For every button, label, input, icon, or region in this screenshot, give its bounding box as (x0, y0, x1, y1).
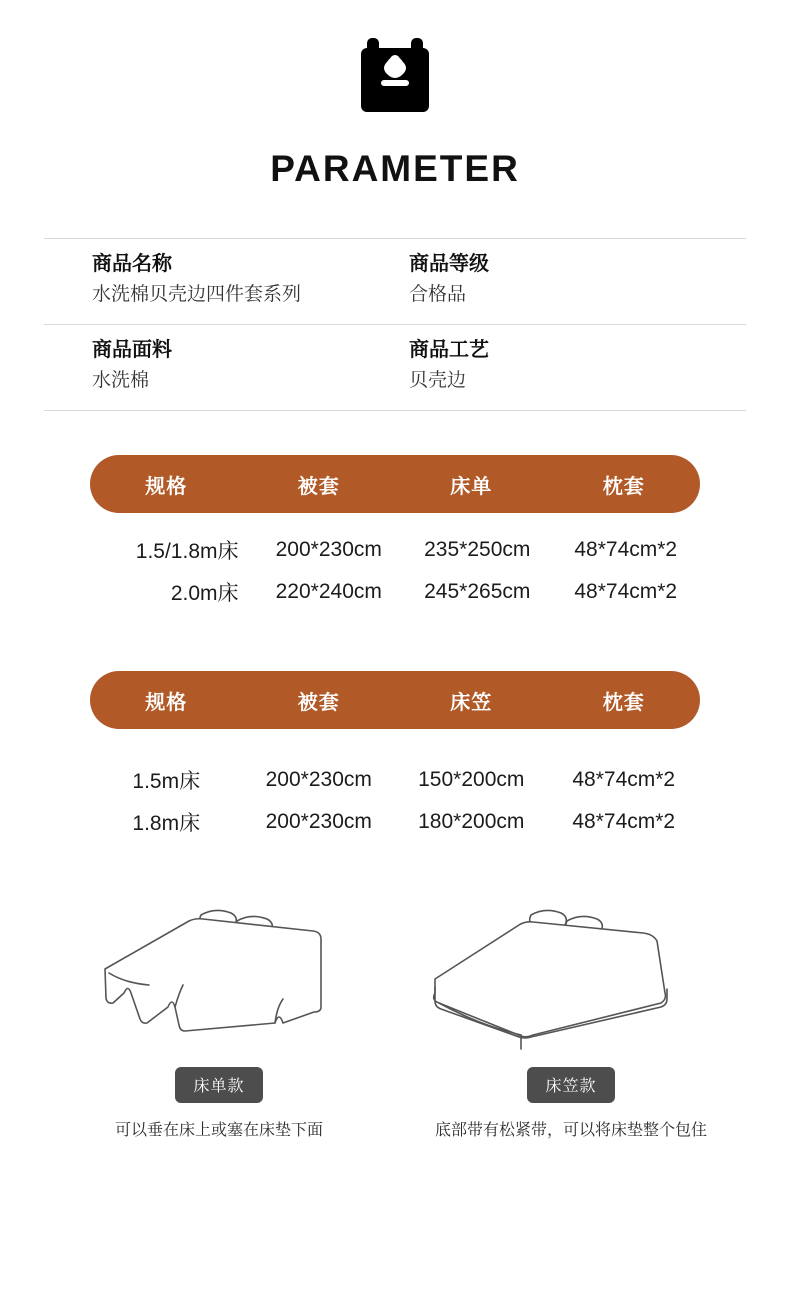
table-header-cell: 规格 (145, 691, 188, 714)
info-label: 商品工艺 (409, 339, 489, 361)
table-header-row (90, 455, 700, 513)
product-info-block (44, 238, 746, 411)
page-title: PARAMETER (270, 148, 520, 189)
table-cell: 180*200cm (418, 810, 525, 833)
table-cell: 220*240cm (275, 580, 382, 603)
table-cell: 1.5/1.8m床 (135, 540, 239, 563)
illustration-caption: 可以垂在床上或塞在床垫下面 (114, 1122, 323, 1139)
illustration-fitted-sheet (406, 897, 736, 1140)
table-header-cell: 被套 (297, 691, 340, 714)
illustration-caption: 底部带有松紧带，可以将床垫整个包住 (434, 1122, 707, 1139)
table-header-row (90, 671, 700, 729)
table-header-cell: 被套 (297, 475, 340, 498)
bed-icon (357, 34, 433, 126)
table-header-cell: 枕套 (602, 475, 645, 498)
info-value: 贝壳边 (409, 370, 467, 391)
info-value: 水洗棉 (92, 370, 150, 391)
table-body (90, 759, 700, 843)
table-cell: 200*230cm (275, 538, 382, 561)
status-badge: 床笠款 (527, 1067, 614, 1103)
info-cell-craft (395, 335, 746, 396)
table-row (90, 801, 700, 843)
info-row (44, 238, 746, 325)
table-cell: 1.5m床 (132, 770, 201, 793)
table-row (90, 529, 700, 571)
info-row (44, 325, 746, 411)
table-cell: 245*265cm (424, 580, 531, 603)
table-cell: 48*74cm*2 (574, 580, 678, 603)
info-cell-fabric (44, 335, 395, 396)
table-cell: 48*74cm*2 (572, 810, 676, 833)
table-row (90, 759, 700, 801)
info-value: 水洗棉贝壳边四件套系列 (92, 284, 302, 305)
table-header-cell: 床笠 (450, 691, 493, 714)
info-value: 合格品 (409, 284, 467, 305)
table-body (90, 529, 700, 613)
illustration-section (0, 897, 790, 1140)
info-cell-name (44, 249, 395, 310)
size-table-flat-sheet (90, 455, 700, 613)
flat-sheet-bed-illustration (69, 897, 369, 1057)
table-header-cell: 规格 (145, 475, 188, 498)
table-header-cell: 床单 (450, 475, 493, 498)
table-cell: 48*74cm*2 (574, 538, 678, 561)
table-cell: 200*230cm (265, 768, 372, 791)
info-label: 商品面料 (92, 339, 172, 361)
table-row (90, 571, 700, 613)
info-label: 商品名称 (92, 253, 172, 275)
info-label: 商品等级 (409, 253, 489, 275)
table-header-cell: 枕套 (602, 691, 645, 714)
table-cell: 48*74cm*2 (572, 768, 676, 791)
table-cell: 200*230cm (265, 810, 372, 833)
fitted-sheet-bed-illustration (421, 897, 721, 1057)
status-badge: 床单款 (175, 1067, 262, 1103)
table-cell: 150*200cm (418, 768, 525, 791)
info-cell-grade (395, 249, 746, 310)
table-cell: 235*250cm (424, 538, 531, 561)
illustration-flat-sheet (54, 897, 384, 1140)
size-table-fitted-sheet (90, 671, 700, 843)
table-cell: 1.8m床 (132, 812, 201, 835)
table-cell: 2.0m床 (170, 582, 239, 605)
page-header (0, 0, 790, 190)
